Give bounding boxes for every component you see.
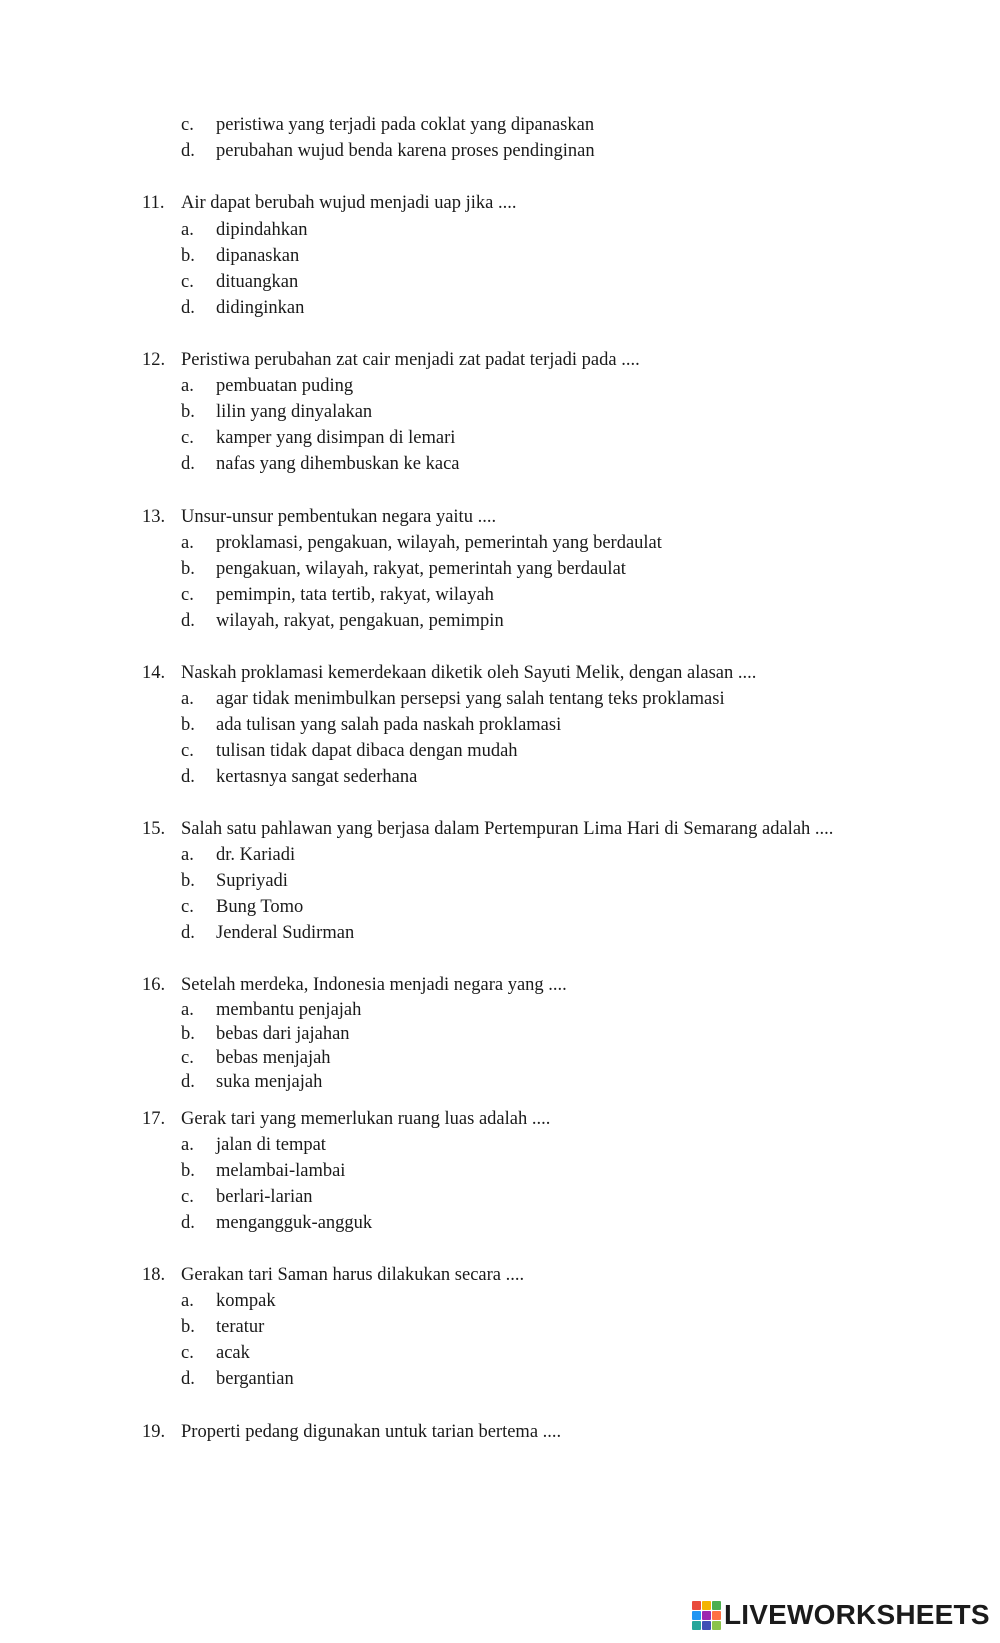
option-text: pengakuan, wilayah, rakyat, pemerintah yang berdaulat [216,559,626,579]
question-number: 19. [142,1422,166,1442]
question-number: 13. [142,507,166,527]
option-text: dr. Kariadi [216,845,296,865]
option-text: bebas menjajah [216,1048,331,1068]
option-text: jalan di tempat [216,1135,326,1155]
option-text: bebas dari jajahan [216,1024,350,1044]
question-text: Naskah proklamasi kemerdekaan diketik oleh Sayuti Melik, dengan alasan .... [181,663,757,683]
option-text: dituangkan [216,272,299,292]
option-letter: d. [181,1072,195,1092]
option-letter: b. [181,402,195,422]
option-letter: a. [181,1135,194,1155]
option-text: Bung Tomo [216,897,304,917]
option-text: Jenderal Sudirman [216,923,355,943]
option-text: teratur [216,1317,265,1337]
option-letter: a. [181,1000,194,1020]
option-letter: d. [181,767,195,787]
option-letter: d. [181,611,195,631]
option-text: perubahan wujud benda karena proses pendinginan [216,141,595,161]
logo-square [692,1601,701,1610]
option-letter: c. [181,1187,194,1207]
question-number: 12. [142,350,166,370]
option-letter: c. [181,585,194,605]
option-letter: b. [181,246,195,266]
question-text: Properti pedang digunakan untuk tarian bertema .... [181,1422,562,1442]
logo-square [712,1601,721,1610]
option-text: kompak [216,1291,276,1311]
option-letter: b. [181,871,195,891]
logo-square [712,1621,721,1630]
option-letter: c. [181,428,194,448]
question-text: Gerakan tari Saman harus dilakukan secara .... [181,1265,525,1285]
logo-square [692,1611,701,1620]
question-number: 18. [142,1265,166,1285]
option-letter: c. [181,741,194,761]
option-letter: c. [181,1343,194,1363]
option-text: Supriyadi [216,871,288,891]
option-letter: c. [181,272,194,292]
liveworksheets-logo [692,1600,990,1630]
option-text: berlari-larian [216,1187,313,1207]
option-text: bergantian [216,1369,294,1389]
option-text: mengangguk-angguk [216,1213,373,1233]
logo-square [692,1621,701,1630]
option-letter: d. [181,454,195,474]
question-text: Peristiwa perubahan zat cair menjadi zat padat terjadi pada .... [181,350,640,370]
option-letter: d. [181,1213,195,1233]
option-letter: b. [181,1161,195,1181]
option-text: pemimpin, tata tertib, rakyat, wilayah [216,585,494,605]
option-letter: a. [181,220,194,240]
option-text: proklamasi, pengakuan, wilayah, pemerintah yang berdaulat [216,533,662,553]
liveworksheets-grid-icon [692,1601,721,1630]
question-number: 14. [142,663,166,683]
option-letter: c. [181,897,194,917]
option-letter: b. [181,1317,195,1337]
question-number: 15. [142,819,166,839]
option-text: acak [216,1343,250,1363]
option-letter: c. [181,115,194,135]
option-letter: a. [181,376,194,396]
option-text: didinginkan [216,298,305,318]
option-text: ada tulisan yang salah pada naskah proklamasi [216,715,562,735]
option-letter: b. [181,1024,195,1044]
option-letter: a. [181,689,194,709]
option-letter: d. [181,1369,195,1389]
option-letter: a. [181,1291,194,1311]
question-text: Unsur-unsur pembentukan negara yaitu .... [181,507,497,527]
option-text: lilin yang dinyalakan [216,402,373,422]
option-letter: b. [181,715,195,735]
option-letter: a. [181,845,194,865]
option-text: tulisan tidak dapat dibaca dengan mudah [216,741,518,761]
liveworksheets-wordmark: LIVEWORKSHEETS [724,1599,990,1630]
question-number: 11. [142,193,165,213]
option-text: melambai-lambai [216,1161,346,1181]
question-number: 17. [142,1109,166,1129]
option-letter: d. [181,298,195,318]
question-text: Air dapat berubah wujud menjadi uap jika .... [181,193,517,213]
question-number: 16. [142,975,166,995]
option-text: wilayah, rakyat, pengakuan, pemimpin [216,611,504,631]
option-text: kamper yang disimpan di lemari [216,428,456,448]
option-text: agar tidak menimbulkan persepsi yang salah tentang teks proklamasi [216,689,725,709]
option-text: nafas yang dihembuskan ke kaca [216,454,460,474]
option-text: pembuatan puding [216,376,354,396]
option-text: peristiwa yang terjadi pada coklat yang dipanaskan [216,115,595,135]
logo-square [702,1621,711,1630]
option-text: membantu penjajah [216,1000,362,1020]
option-letter: a. [181,533,194,553]
option-text: dipanaskan [216,246,300,266]
question-text: Gerak tari yang memerlukan ruang luas adalah .... [181,1109,551,1129]
option-text: kertasnya sangat sederhana [216,767,418,787]
logo-square [702,1601,711,1610]
option-letter: d. [181,923,195,943]
option-letter: b. [181,559,195,579]
option-letter: c. [181,1048,194,1068]
question-text: Salah satu pahlawan yang berjasa dalam Pertempuran Lima Hari di Semarang adalah .... [181,819,834,839]
option-text: suka menjajah [216,1072,323,1092]
logo-square [702,1611,711,1620]
option-text: dipindahkan [216,220,308,240]
option-letter: d. [181,141,195,161]
question-text: Setelah merdeka, Indonesia menjadi negara yang .... [181,975,567,995]
logo-square [712,1611,721,1620]
